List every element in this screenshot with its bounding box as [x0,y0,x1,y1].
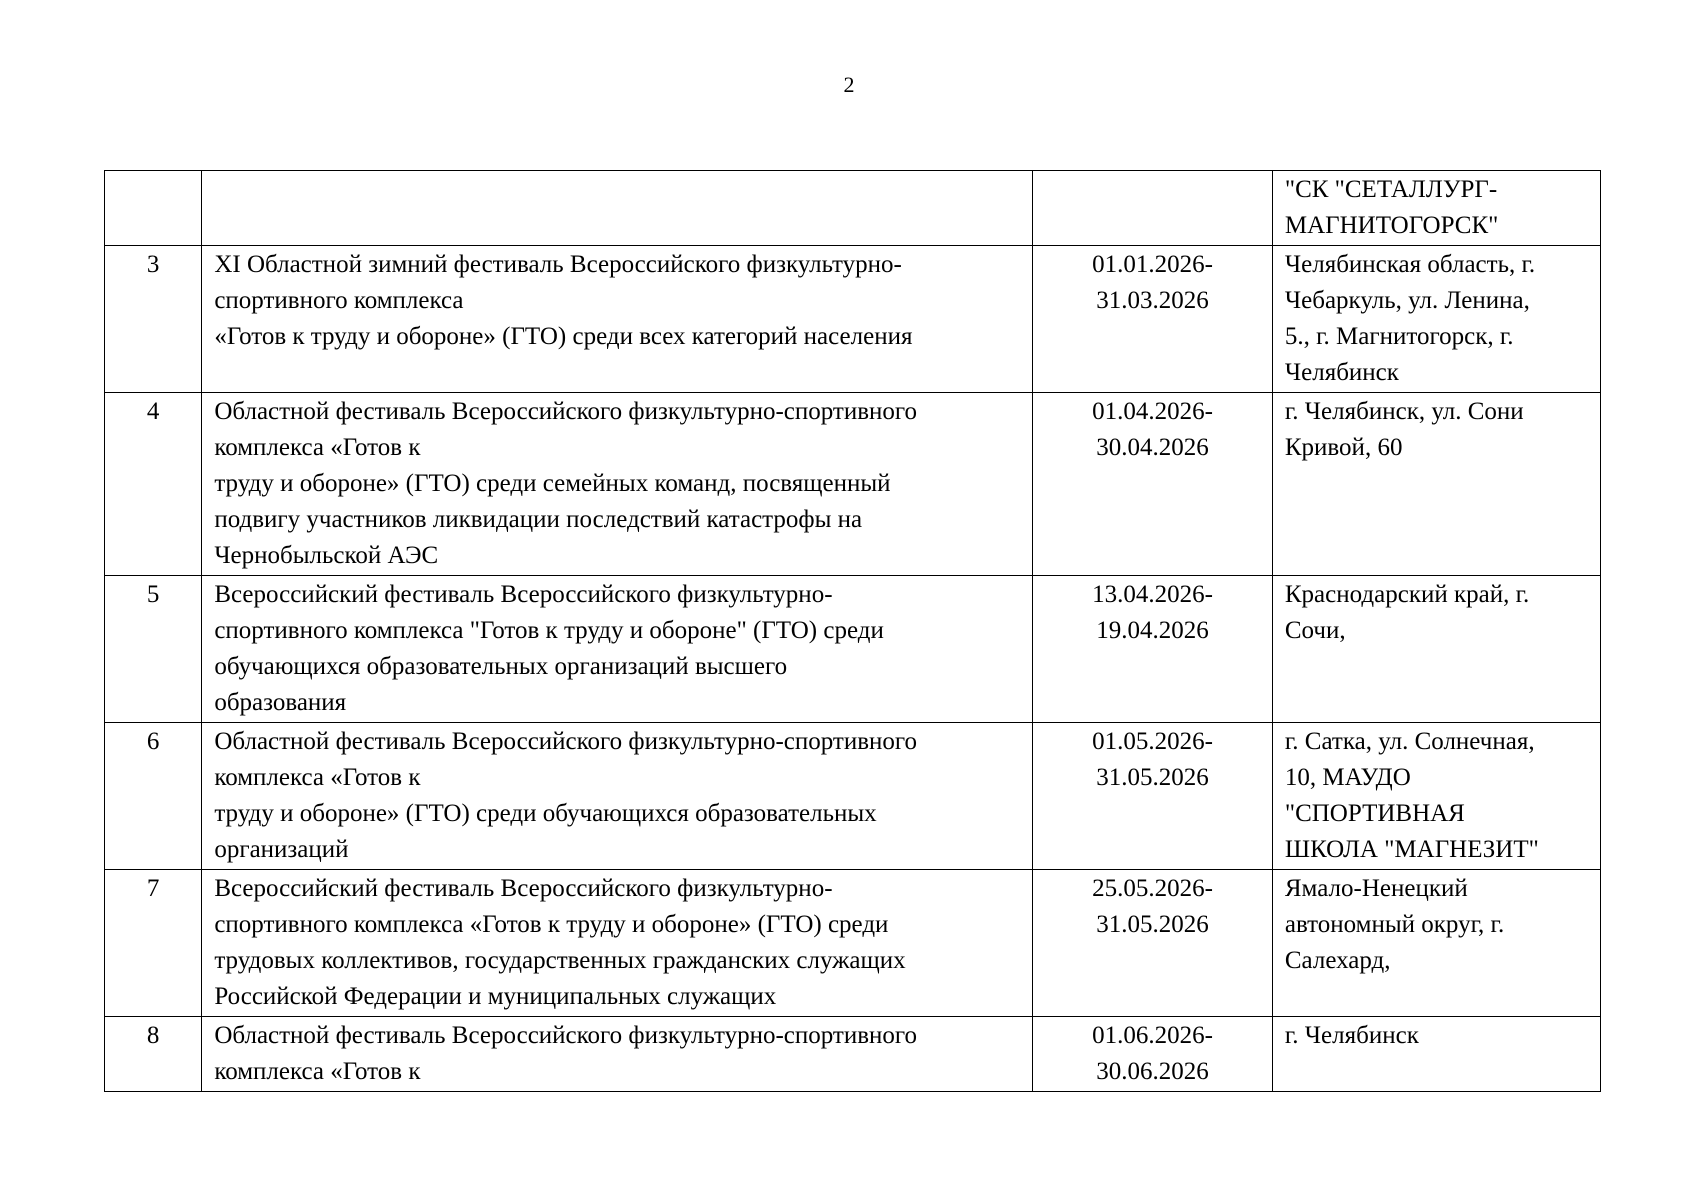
event-dates-cell: 13.04.2026- 19.04.2026 [1033,576,1273,723]
event-name-cell: Областной фестиваль Всероссийского физкультурно-спортивного комплекса «Готов к труду и обороне» (ГТО) среди обучающихся образовательных организаций [202,723,1033,870]
row-number-cell: 6 [105,723,202,870]
row-number-cell: 7 [105,870,202,1017]
event-location-cell: "СК "СЕТАЛЛУРГ- МАГНИТОГОРСК" [1272,171,1600,246]
events-table [104,170,1601,1092]
event-dates-cell: 01.05.2026- 31.05.2026 [1033,723,1273,870]
table-row [105,576,1601,723]
event-location-cell: Краснодарский край, г. Сочи, [1272,576,1600,723]
event-dates-cell: 25.05.2026- 31.05.2026 [1033,870,1273,1017]
row-number-cell [105,171,202,246]
event-dates-cell: 01.06.2026- 30.06.2026 [1033,1017,1273,1092]
event-dates-cell: 01.04.2026- 30.04.2026 [1033,393,1273,576]
table-row [105,1017,1601,1092]
event-name-cell: Областной фестиваль Всероссийского физкультурно-спортивного комплекса «Готов к [202,1017,1033,1092]
event-location-cell: Ямало-Ненецкий автономный округ, г. Салехард, [1272,870,1600,1017]
event-location-cell: г. Челябинск [1272,1017,1600,1092]
event-name-cell: XI Областной зимний фестиваль Всероссийского физкультурно- спортивного комплекса «Готов к труду и обороне» (ГТО) среди всех категорий населения [202,246,1033,393]
event-dates-cell [1033,171,1273,246]
row-number-cell: 4 [105,393,202,576]
event-location-cell: г. Сатка, ул. Солнечная, 10, МАУДО "СПОРТИВНАЯ ШКОЛА "МАГНЕЗИТ" [1272,723,1600,870]
event-location-cell: г. Челябинск, ул. Сони Кривой, 60 [1272,393,1600,576]
event-dates-cell: 01.01.2026- 31.03.2026 [1033,246,1273,393]
table-row [105,723,1601,870]
row-number-cell: 3 [105,246,202,393]
event-name-cell [202,171,1033,246]
table-row [105,870,1601,1017]
event-name-cell: Областной фестиваль Всероссийского физкультурно-спортивного комплекса «Готов к труду и обороне» (ГТО) среди семейных команд, посвященный подвигу участников ликвидации последствий катастрофы на Чернобыльской АЭС [202,393,1033,576]
table-row [105,246,1601,393]
event-name-cell: Всероссийский фестиваль Всероссийского физкультурно- спортивного комплекса "Готов к труду и обороне" (ГТО) среди обучающихся образовательных организаций высшего образования [202,576,1033,723]
table-row [105,393,1601,576]
page-number: 2 [843,72,855,97]
row-number-cell: 5 [105,576,202,723]
table-row [105,171,1601,246]
event-location-cell: Челябинская область, г. Чебаркуль, ул. Ленина, 5., г. Магнитогорск, г. Челябинск [1272,246,1600,393]
event-name-cell: Всероссийский фестиваль Всероссийского физкультурно- спортивного комплекса «Готов к труду и обороне» (ГТО) среди трудовых коллективов, государственных гражданских служащих Российской Федерации и муниципальных служащих [202,870,1033,1017]
row-number-cell: 8 [105,1017,202,1092]
